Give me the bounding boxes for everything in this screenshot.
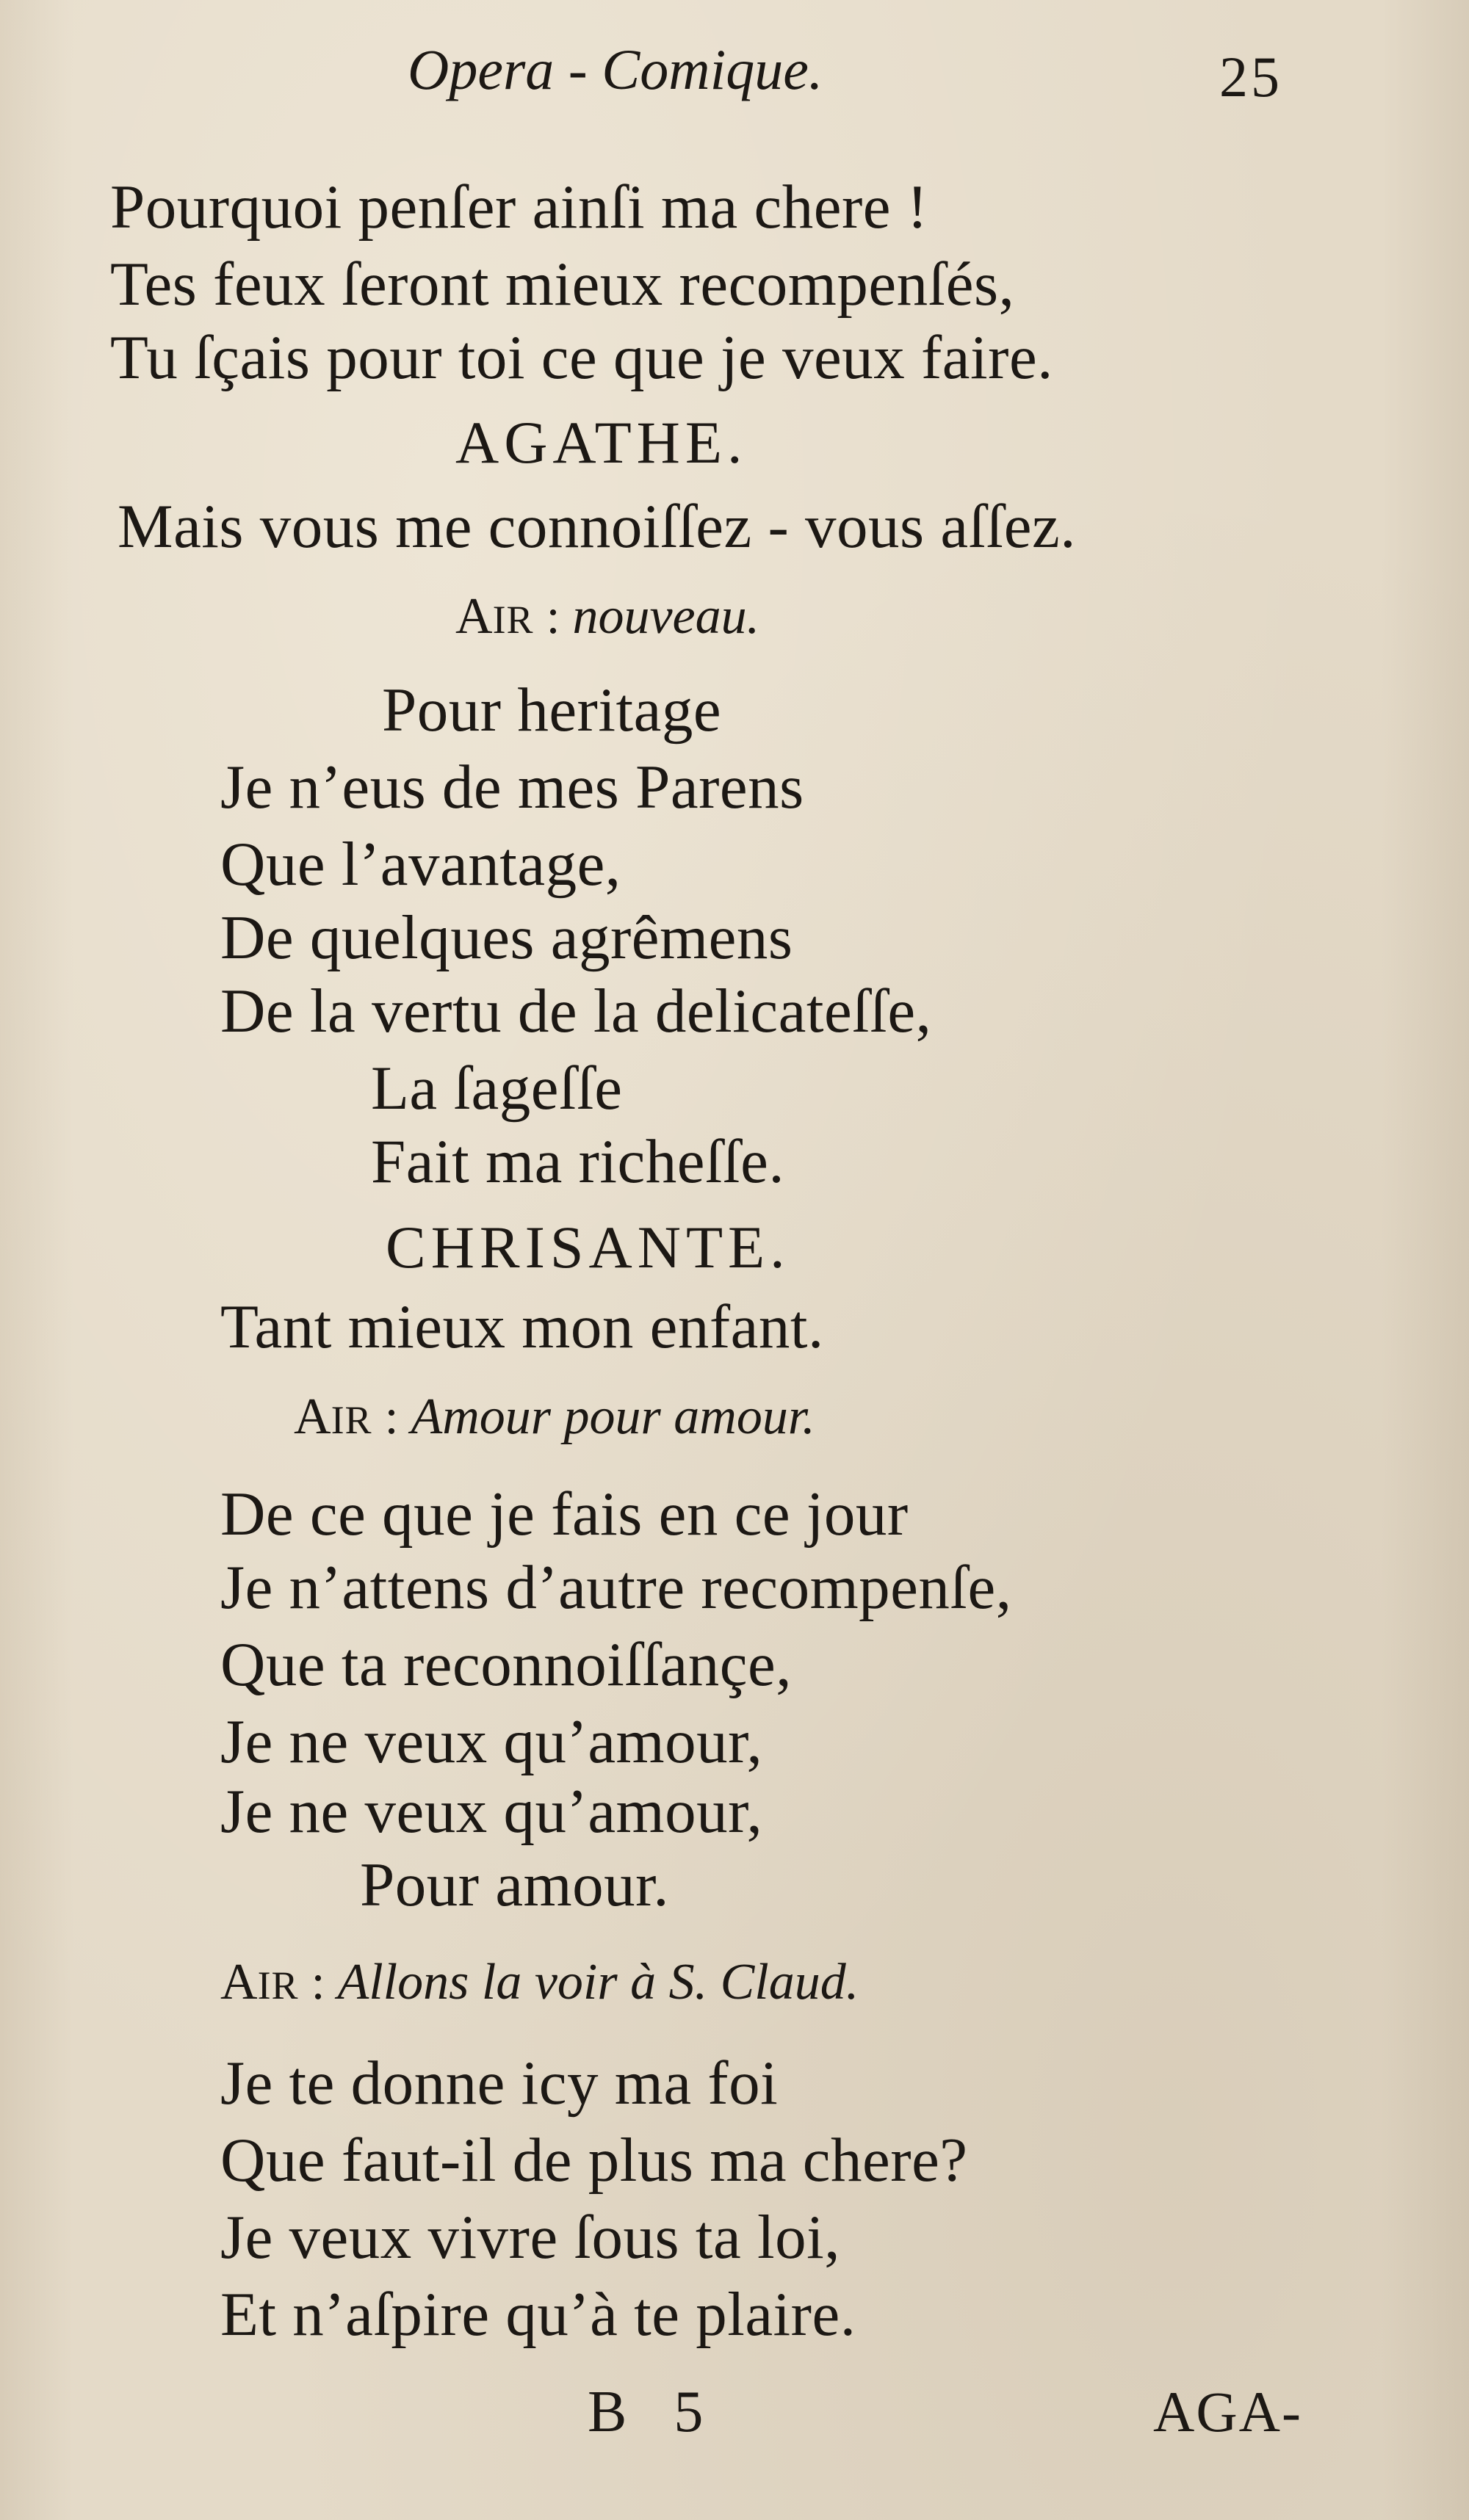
verse-line: La ſageſſe	[371, 1054, 623, 1123]
air-tune-name: nouveau.	[572, 588, 760, 645]
verse-line: Tu ſçais pour toi ce que je veux faire.	[110, 323, 1053, 392]
catchword: AGA-	[1153, 2380, 1302, 2444]
verse-line: Que l’avantage,	[220, 830, 621, 899]
air-separator: :	[372, 1388, 411, 1444]
air-label-initial: A	[294, 1388, 331, 1445]
air-heading	[220, 1954, 859, 2010]
air-tune-name: Allons la voir à S. Claud.	[337, 1954, 859, 2010]
verse-line: Que faut-il de plus ma chere?	[220, 2126, 968, 2195]
verse-line: Tes feux ſeront mieux recompenſés,	[110, 250, 1015, 319]
verse-line: Je veux vivre ſous ta loi,	[220, 2203, 840, 2272]
verse-line: De ce que je fais en ce jour	[220, 1480, 909, 1549]
speaker-name: AGATHE.	[455, 409, 748, 476]
air-tune-name: Amour pour amour.	[411, 1388, 815, 1445]
air-label-rest: IR	[492, 598, 534, 642]
speaker-name: CHRISANTE.	[386, 1214, 790, 1281]
verse-line: Je n’eus de mes Parens	[220, 753, 804, 822]
verse-line: Je ne veux qu’amour,	[220, 1777, 763, 1846]
verse-line: Pour heritage	[382, 676, 722, 745]
verse-line: Pour amour.	[360, 1850, 670, 1919]
air-label-initial: A	[455, 588, 493, 645]
verse-line: Tant mieux mon enfant.	[220, 1292, 824, 1361]
air-separator: :	[298, 1954, 338, 2010]
running-head-title: Opera - Comique.	[408, 37, 823, 101]
verse-line: De quelques agrêmens	[220, 903, 793, 972]
air-label-initial: A	[220, 1954, 258, 2010]
air-heading	[294, 1388, 815, 1445]
page-number: 25	[1219, 45, 1282, 109]
air-separator: :	[533, 588, 573, 644]
verse-line: Je te donne icy ma foi	[220, 2049, 779, 2118]
air-label-rest: IR	[257, 1963, 299, 2007]
verse-line: Et n’aſpire qu’à te plaire.	[220, 2280, 856, 2349]
verse-line: Je n’attens d’autre recompenſe,	[220, 1553, 1012, 1622]
verse-line: Fait ma richeſſe.	[371, 1127, 785, 1196]
verse-line: Mais vous me connoiſſez - vous aſſez.	[118, 492, 1076, 561]
verse-line: Que ta reconnoiſſançe,	[220, 1630, 792, 1699]
signature-mark: B 5	[588, 2380, 720, 2444]
verse-line: De la vertu de la delicateſſe,	[220, 977, 932, 1046]
verse-line: Je ne veux qu’amour,	[220, 1707, 763, 1776]
air-label-rest: IR	[331, 1398, 372, 1442]
air-heading	[455, 588, 760, 645]
verse-line: Pourquoi penſer ainſi ma chere !	[110, 173, 928, 242]
